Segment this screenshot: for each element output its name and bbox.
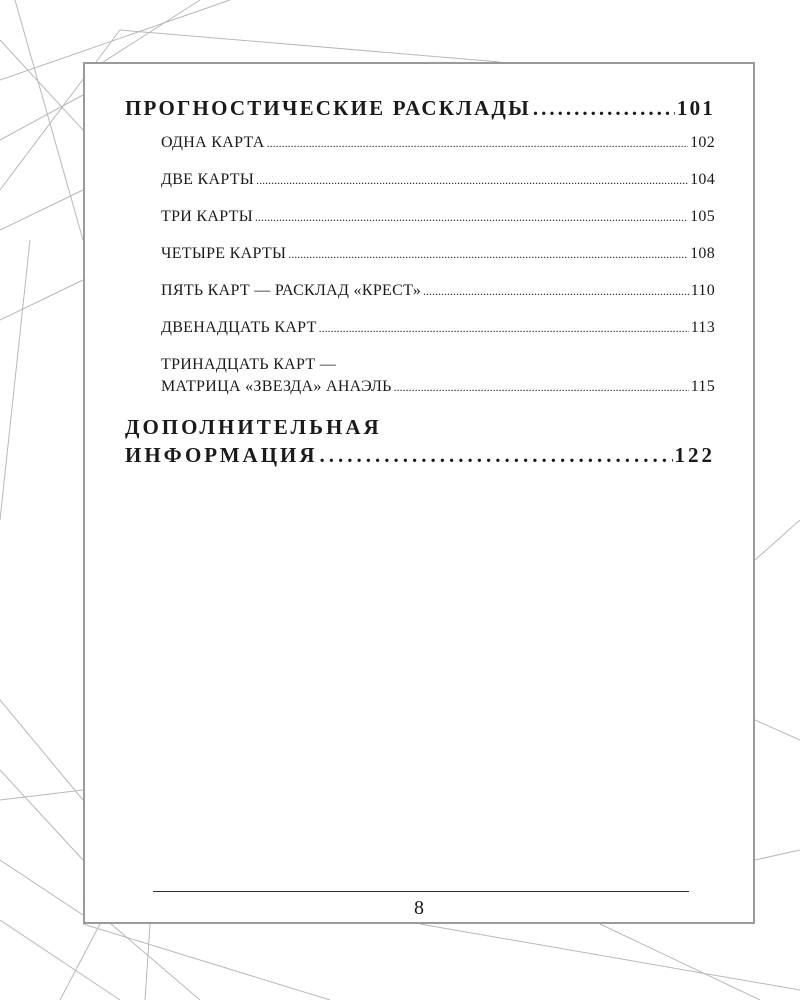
entry-title: ОДНА КАРТА — [161, 134, 265, 151]
toc-entry[interactable] — [161, 317, 715, 339]
book-page — [83, 62, 755, 924]
dot-leader — [256, 169, 688, 191]
entry-page-number: 113 — [690, 319, 715, 336]
entry-title: ДВЕ КАРТЫ — [161, 171, 255, 188]
toc-entries — [161, 132, 715, 398]
section-title-line1: ДОПОЛНИТЕЛЬНАЯ — [125, 415, 382, 439]
table-of-contents — [125, 94, 715, 469]
entry-title: ТРИ КАРТЫ — [161, 208, 253, 225]
dot-leader — [255, 206, 688, 228]
footer-rule — [153, 891, 689, 892]
section-page-number: 122 — [674, 443, 715, 467]
entry-title: ДВЕНАДЦАТЬ КАРТ — [161, 319, 317, 336]
toc-entry[interactable] — [161, 206, 715, 228]
toc-entry-two-line[interactable] — [161, 354, 715, 398]
dot-leader — [288, 243, 688, 265]
entry-page-number: 105 — [690, 208, 715, 225]
entry-title-line1: ТРИНАДЦАТЬ КАРТ — — [161, 356, 337, 373]
entry-title-line2: МАТРИЦА «ЗВЕЗДА» АНАЭЛЬ — [161, 378, 392, 395]
entry-page-number: 115 — [690, 378, 715, 395]
toc-entry[interactable] — [161, 132, 715, 154]
section-page-number: 101 — [676, 96, 715, 120]
section-title: ПРОГНОСТИЧЕСКИЕ РАСКЛАДЫ — [125, 96, 531, 120]
entry-title: ЧЕТЫРЕ КАРТЫ — [161, 245, 287, 262]
dot-leader — [267, 132, 688, 154]
dot-leader — [533, 94, 675, 122]
toc-section-additional-info[interactable] — [125, 413, 715, 469]
page-number: 8 — [414, 897, 424, 919]
entry-page-number: 104 — [690, 171, 715, 188]
dot-leader — [319, 317, 689, 339]
dot-leader — [423, 280, 689, 302]
toc-entry[interactable] — [161, 169, 715, 191]
entry-page-number: 102 — [690, 134, 715, 151]
dot-leader — [320, 441, 673, 469]
entry-page-number: 108 — [690, 245, 715, 262]
toc-entry[interactable] — [161, 280, 715, 302]
toc-entry[interactable] — [161, 243, 715, 265]
toc-section-prognostic[interactable] — [125, 94, 715, 122]
dot-leader — [394, 376, 689, 398]
entry-page-number: 110 — [690, 282, 715, 299]
entry-title: ПЯТЬ КАРТ — РАСКЛАД «КРЕСТ» — [161, 282, 422, 299]
section-title-line2: ИНФОРМАЦИЯ — [125, 443, 318, 467]
